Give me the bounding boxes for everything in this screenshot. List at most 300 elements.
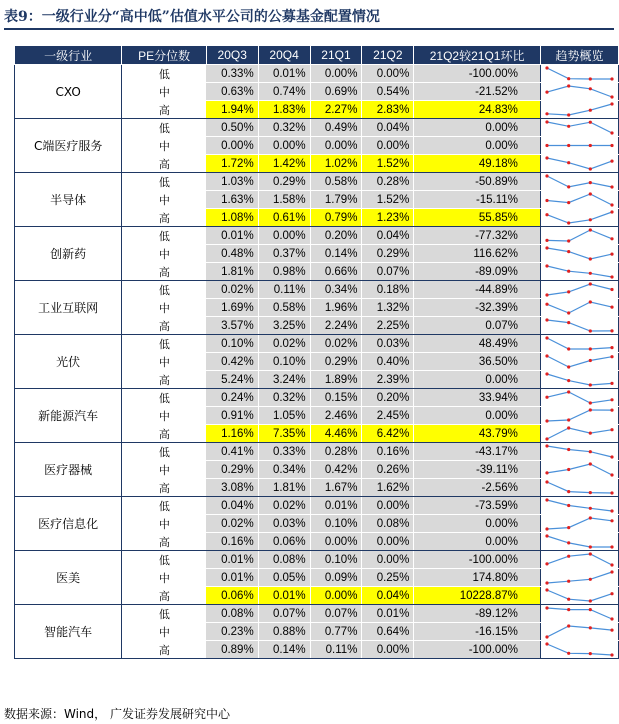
sparkline-path xyxy=(547,248,612,259)
pe-level: 高 xyxy=(122,587,206,605)
allocation-value: 0.04% xyxy=(206,497,258,515)
qoq-change: -15.11% xyxy=(414,191,541,209)
sparkline-path xyxy=(547,644,612,655)
trend-cell xyxy=(540,119,618,137)
sparkline-path xyxy=(547,590,612,601)
allocation-value: 0.01% xyxy=(310,497,362,515)
sparkline-point xyxy=(567,321,570,324)
allocation-value: 1.02% xyxy=(310,155,362,173)
sparkline-point xyxy=(610,519,613,522)
allocation-value: 0.74% xyxy=(258,83,310,101)
allocation-value: 0.42% xyxy=(206,353,258,371)
sparkline-point xyxy=(545,534,548,537)
qoq-change: -73.59% xyxy=(414,497,541,515)
allocation-value: 1.52% xyxy=(362,155,414,173)
allocation-value: 0.11% xyxy=(310,641,362,659)
sparkline-point xyxy=(610,355,613,358)
sparkline-point xyxy=(567,598,570,601)
trend-cell xyxy=(540,65,618,83)
table-row xyxy=(15,497,619,515)
trend-sparkline xyxy=(541,335,618,352)
trend-sparkline xyxy=(541,83,618,100)
trend-sparkline xyxy=(541,65,618,82)
table-row xyxy=(15,443,619,461)
allocation-value: 0.32% xyxy=(258,389,310,407)
allocation-value: 0.04% xyxy=(362,119,414,137)
sparkline-point xyxy=(545,480,548,483)
sparkline-point xyxy=(545,91,548,94)
table-row xyxy=(15,227,619,245)
sparkline-point xyxy=(567,84,570,87)
qoq-change: -89.12% xyxy=(414,605,541,623)
trend-cell xyxy=(540,209,618,227)
sparkline-point xyxy=(567,113,570,116)
sparkline-path xyxy=(547,302,612,313)
qoq-change: -100.00% xyxy=(414,65,541,83)
sparkline-point xyxy=(589,228,592,231)
trend-cell xyxy=(540,101,618,119)
trend-sparkline xyxy=(541,191,618,208)
trend-cell xyxy=(540,425,618,443)
allocation-value: 0.06% xyxy=(206,587,258,605)
allocation-table xyxy=(14,45,619,659)
trend-cell xyxy=(540,353,618,371)
sparkline-point xyxy=(589,181,592,184)
allocation-value: 0.25% xyxy=(362,569,414,587)
sparkline-point xyxy=(567,448,570,451)
allocation-value: 1.72% xyxy=(206,155,258,173)
sparkline-point xyxy=(610,253,613,256)
header-row xyxy=(15,46,619,65)
table-row xyxy=(15,389,619,407)
trend-cell xyxy=(540,245,618,263)
sparkline-path xyxy=(547,158,612,169)
industry-name: 半导体 xyxy=(15,173,122,227)
sparkline-point xyxy=(589,359,592,362)
pe-level: 中 xyxy=(122,245,206,263)
allocation-value: 0.58% xyxy=(258,299,310,317)
sparkline-point xyxy=(567,652,570,655)
sparkline-point xyxy=(589,383,592,386)
pe-level: 高 xyxy=(122,317,206,335)
sparkline-point xyxy=(589,462,592,465)
allocation-value: 0.14% xyxy=(258,641,310,659)
pe-level: 高 xyxy=(122,641,206,659)
qoq-change: 36.50% xyxy=(414,353,541,371)
sparkline-point xyxy=(567,270,570,273)
sparkline-point xyxy=(610,563,613,566)
allocation-value: 0.03% xyxy=(362,335,414,353)
pe-level: 高 xyxy=(122,371,206,389)
header-qoq-change: 21Q2较21Q1环比 xyxy=(414,46,541,65)
qoq-change: 48.49% xyxy=(414,335,541,353)
trend-cell xyxy=(540,461,618,479)
allocation-value: 1.67% xyxy=(310,479,362,497)
sparkline-point xyxy=(567,347,570,350)
industry-name: 医疗器械 xyxy=(15,443,122,497)
sparkline-point xyxy=(589,599,592,602)
sparkline-point xyxy=(545,246,548,249)
trend-sparkline xyxy=(541,137,618,154)
allocation-value: 1.16% xyxy=(206,425,258,443)
sparkline-point xyxy=(610,428,613,431)
table-row xyxy=(15,65,619,83)
allocation-value: 0.14% xyxy=(310,245,362,263)
allocation-value: 3.25% xyxy=(258,317,310,335)
trend-sparkline xyxy=(541,389,618,406)
source-note: 数据来源：Wind， 广发证券发展研究中心 xyxy=(4,707,230,721)
sparkline-path xyxy=(547,500,612,511)
sparkline-point xyxy=(589,491,592,494)
sparkline-point xyxy=(610,509,613,512)
allocation-value: 0.48% xyxy=(206,245,258,263)
sparkline-point xyxy=(567,77,570,80)
sparkline-path xyxy=(547,392,612,403)
sparkline-path xyxy=(547,194,612,205)
sparkline-path xyxy=(547,320,612,331)
sparkline-point xyxy=(610,653,613,656)
sparkline-point xyxy=(567,239,570,242)
industry-name: 光伏 xyxy=(15,335,122,389)
sparkline-point xyxy=(545,396,548,399)
allocation-value: 0.18% xyxy=(362,281,414,299)
sparkline-point xyxy=(545,120,548,123)
allocation-value: 1.69% xyxy=(206,299,258,317)
sparkline-point xyxy=(567,390,570,393)
allocation-value: 0.37% xyxy=(258,245,310,263)
allocation-value: 0.00% xyxy=(310,65,362,83)
pe-level: 高 xyxy=(122,533,206,551)
pe-level: 低 xyxy=(122,605,206,623)
pe-level: 高 xyxy=(122,101,206,119)
allocation-value: 2.46% xyxy=(310,407,362,425)
allocation-value: 0.07% xyxy=(362,263,414,281)
sparkline-point xyxy=(610,203,613,206)
pe-level: 高 xyxy=(122,155,206,173)
allocation-value: 0.00% xyxy=(206,137,258,155)
qoq-change: 0.00% xyxy=(414,371,541,389)
sparkline-point xyxy=(567,161,570,164)
allocation-value: 6.42% xyxy=(362,425,414,443)
qoq-change: -77.32% xyxy=(414,227,541,245)
allocation-value: 2.39% xyxy=(362,371,414,389)
sparkline-point xyxy=(589,167,592,170)
allocation-value: 0.01% xyxy=(362,605,414,623)
allocation-value: 0.06% xyxy=(258,533,310,551)
table-row xyxy=(15,551,619,569)
sparkline-point xyxy=(545,444,548,447)
allocation-value: 0.10% xyxy=(258,353,310,371)
pe-level: 中 xyxy=(122,623,206,641)
sparkline-point xyxy=(567,250,570,253)
trend-sparkline xyxy=(541,497,618,514)
sparkline-point xyxy=(589,109,592,112)
sparkline-point xyxy=(545,562,548,565)
sparkline-path xyxy=(547,68,612,79)
allocation-value: 1.81% xyxy=(258,479,310,497)
sparkline-path xyxy=(547,86,612,97)
sparkline-point xyxy=(545,156,548,159)
qoq-change: 0.00% xyxy=(414,515,541,533)
sparkline-point xyxy=(610,545,613,548)
sparkline-point xyxy=(545,239,548,242)
allocation-value: 0.01% xyxy=(206,227,258,245)
allocation-value: 1.79% xyxy=(310,191,362,209)
qoq-change: 43.79% xyxy=(414,425,541,443)
allocation-value: 0.00% xyxy=(310,533,362,551)
qoq-change: -2.56% xyxy=(414,479,541,497)
pe-level: 高 xyxy=(122,425,206,443)
sparkline-point xyxy=(589,516,592,519)
allocation-value: 1.58% xyxy=(258,191,310,209)
sparkline-point xyxy=(567,468,570,471)
sparkline-path xyxy=(547,518,612,529)
qoq-change: 24.83% xyxy=(414,101,541,119)
sparkline-point xyxy=(545,144,548,147)
sparkline-point xyxy=(567,608,570,611)
header-21q1: 21Q1 xyxy=(310,46,362,65)
trend-sparkline xyxy=(541,407,618,424)
sparkline-point xyxy=(545,372,548,375)
sparkline-path xyxy=(547,554,612,565)
allocation-value: 0.09% xyxy=(310,569,362,587)
trend-sparkline xyxy=(541,263,618,280)
trend-cell xyxy=(540,317,618,335)
sparkline-point xyxy=(610,185,613,188)
sparkline-point xyxy=(567,221,570,224)
allocation-value: 0.00% xyxy=(362,641,414,659)
allocation-value: 0.29% xyxy=(258,173,310,191)
sparkline-path xyxy=(547,230,612,241)
industry-name: 创新药 xyxy=(15,227,122,281)
allocation-value: 0.01% xyxy=(206,551,258,569)
allocation-value: 0.33% xyxy=(258,443,310,461)
pe-level: 低 xyxy=(122,443,206,461)
allocation-value: 1.96% xyxy=(310,299,362,317)
sparkline-point xyxy=(589,218,592,221)
sparkline-point xyxy=(567,555,570,558)
trend-sparkline xyxy=(541,371,618,388)
trend-cell xyxy=(540,587,618,605)
allocation-value: 0.00% xyxy=(310,587,362,605)
sparkline-path xyxy=(547,374,612,385)
sparkline-point xyxy=(589,282,592,285)
table-row xyxy=(15,119,619,137)
allocation-value: 0.34% xyxy=(258,461,310,479)
sparkline-point xyxy=(567,418,570,421)
allocation-value: 1.08% xyxy=(206,209,258,227)
allocation-value: 0.32% xyxy=(258,119,310,137)
allocation-value: 3.24% xyxy=(258,371,310,389)
allocation-value: 1.89% xyxy=(310,371,362,389)
sparkline-point xyxy=(589,432,592,435)
sparkline-point xyxy=(610,77,613,80)
sparkline-path xyxy=(547,572,612,583)
trend-sparkline xyxy=(541,515,618,532)
allocation-value: 0.00% xyxy=(310,137,362,155)
pe-level: 中 xyxy=(122,461,206,479)
pe-level: 高 xyxy=(122,479,206,497)
allocation-value: 0.54% xyxy=(362,83,414,101)
trend-cell xyxy=(540,371,618,389)
allocation-value: 0.11% xyxy=(258,281,310,299)
trend-cell xyxy=(540,497,618,515)
allocation-value: 0.04% xyxy=(362,227,414,245)
pe-level: 高 xyxy=(122,263,206,281)
trend-cell xyxy=(540,299,618,317)
sparkline-point xyxy=(545,66,548,69)
sparkline-point xyxy=(567,365,570,368)
sparkline-point xyxy=(610,617,613,620)
sparkline-point xyxy=(610,592,613,595)
allocation-value: 0.89% xyxy=(206,641,258,659)
allocation-value: 0.00% xyxy=(362,551,414,569)
sparkline-point xyxy=(545,606,548,609)
pe-level: 低 xyxy=(122,173,206,191)
sparkline-point xyxy=(567,504,570,507)
sparkline-point xyxy=(567,526,570,529)
qoq-change: 116.62% xyxy=(414,245,541,263)
industry-name: 智能汽车 xyxy=(15,605,122,659)
allocation-value: 1.83% xyxy=(258,101,310,119)
trend-cell xyxy=(540,515,618,533)
allocation-value: 1.63% xyxy=(206,191,258,209)
qoq-change: 0.00% xyxy=(414,407,541,425)
sparkline-point xyxy=(545,354,548,357)
trend-sparkline xyxy=(541,245,618,262)
sparkline-path xyxy=(547,626,612,637)
pe-level: 低 xyxy=(122,119,206,137)
sparkline-point xyxy=(589,144,592,147)
sparkline-point xyxy=(589,300,592,303)
trend-cell xyxy=(540,335,618,353)
sparkline-point xyxy=(545,437,548,440)
sparkline-path xyxy=(547,212,612,223)
trend-sparkline xyxy=(541,479,618,496)
sparkline-point xyxy=(567,580,570,583)
allocation-value: 2.83% xyxy=(362,101,414,119)
trend-cell xyxy=(540,173,618,191)
trend-sparkline xyxy=(541,587,618,604)
sparkline-point xyxy=(545,642,548,645)
trend-cell xyxy=(540,281,618,299)
allocation-value: 0.02% xyxy=(206,515,258,533)
trend-cell xyxy=(540,263,618,281)
table-row xyxy=(15,335,619,353)
sparkline-point xyxy=(567,201,570,204)
sparkline-point xyxy=(567,426,570,429)
pe-level: 中 xyxy=(122,137,206,155)
sparkline-point xyxy=(589,608,592,611)
allocation-value: 0.91% xyxy=(206,407,258,425)
sparkline-point xyxy=(589,329,592,332)
sparkline-point xyxy=(610,455,613,458)
sparkline-point xyxy=(545,264,548,267)
allocation-value: 0.58% xyxy=(310,173,362,191)
allocation-value: 0.61% xyxy=(258,209,310,227)
allocation-value: 0.29% xyxy=(206,461,258,479)
sparkline-point xyxy=(610,102,613,105)
allocation-value: 0.49% xyxy=(310,119,362,137)
sparkline-point xyxy=(610,210,613,213)
sparkline-point xyxy=(610,629,613,632)
table-row xyxy=(15,281,619,299)
header-pe-quantile: PE分位数 xyxy=(122,46,206,65)
sparkline-point xyxy=(589,552,592,555)
qoq-change: 10228.87% xyxy=(414,587,541,605)
table-row xyxy=(15,173,619,191)
sparkline-point xyxy=(567,125,570,128)
allocation-value: 0.20% xyxy=(362,389,414,407)
sparkline-path xyxy=(547,266,612,277)
sparkline-point xyxy=(589,626,592,629)
pe-level: 中 xyxy=(122,407,206,425)
pe-level: 低 xyxy=(122,497,206,515)
sparkline-point xyxy=(567,311,570,314)
allocation-value: 2.27% xyxy=(310,101,362,119)
allocation-value: 1.94% xyxy=(206,101,258,119)
qoq-change: -50.89% xyxy=(414,173,541,191)
allocation-value: 0.20% xyxy=(310,227,362,245)
industry-name: CXO xyxy=(15,65,122,119)
allocation-value: 0.00% xyxy=(362,137,414,155)
sparkline-point xyxy=(545,498,548,501)
allocation-value: 0.41% xyxy=(206,443,258,461)
trend-sparkline xyxy=(541,119,618,136)
allocation-value: 0.02% xyxy=(310,335,362,353)
allocation-value: 1.81% xyxy=(206,263,258,281)
trend-cell xyxy=(540,155,618,173)
sparkline-point xyxy=(610,160,613,163)
sparkline-point xyxy=(567,290,570,293)
sparkline-point xyxy=(567,624,570,627)
sparkline-path xyxy=(547,356,612,367)
allocation-value: 0.29% xyxy=(362,245,414,263)
allocation-value: 2.45% xyxy=(362,407,414,425)
allocation-value: 0.15% xyxy=(310,389,362,407)
allocation-value: 1.23% xyxy=(362,209,414,227)
allocation-value: 0.77% xyxy=(310,623,362,641)
allocation-value: 2.25% xyxy=(362,317,414,335)
allocation-value: 0.10% xyxy=(310,515,362,533)
allocation-value: 0.64% xyxy=(362,623,414,641)
industry-name: C端医疗服务 xyxy=(15,119,122,173)
industry-name: 新能源汽车 xyxy=(15,389,122,443)
sparkline-point xyxy=(610,306,613,309)
trend-sparkline xyxy=(541,317,618,334)
sparkline-point xyxy=(610,346,613,349)
sparkline-point xyxy=(545,318,548,321)
sparkline-point xyxy=(610,288,613,291)
pe-level: 中 xyxy=(122,299,206,317)
allocation-value: 0.16% xyxy=(362,443,414,461)
allocation-value: 4.46% xyxy=(310,425,362,443)
qoq-change: 49.18% xyxy=(414,155,541,173)
allocation-value: 0.10% xyxy=(310,551,362,569)
pe-level: 低 xyxy=(122,335,206,353)
sparkline-point xyxy=(610,382,613,385)
pe-level: 中 xyxy=(122,191,206,209)
sparkline-point xyxy=(610,570,613,573)
sparkline-point xyxy=(545,527,548,530)
sparkline-point xyxy=(545,303,548,306)
sparkline-point xyxy=(589,272,592,275)
allocation-value: 0.63% xyxy=(206,83,258,101)
allocation-value: 0.01% xyxy=(206,569,258,587)
allocation-value: 0.16% xyxy=(206,533,258,551)
trend-cell xyxy=(540,227,618,245)
sparkline-point xyxy=(589,77,592,80)
